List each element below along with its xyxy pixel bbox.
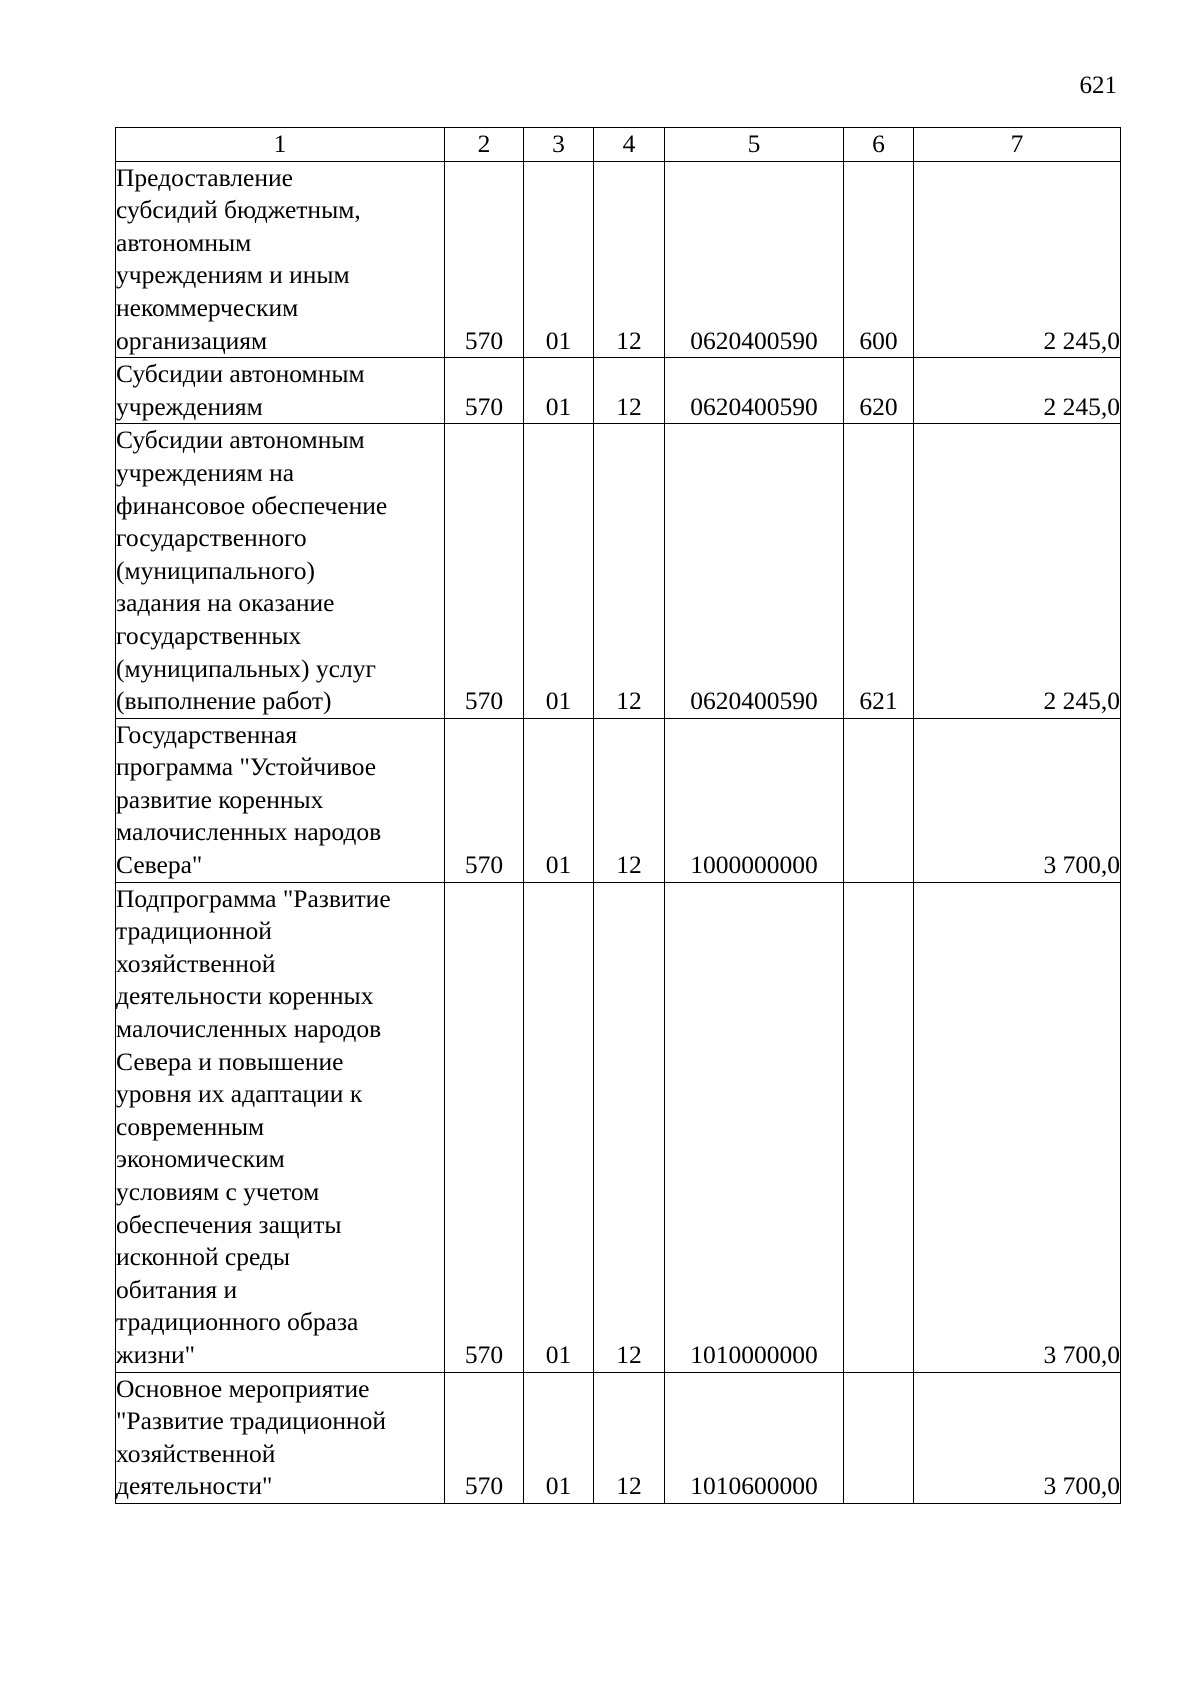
ministry-cell: 570 <box>445 882 524 1372</box>
table-row <box>116 1372 1121 1503</box>
target-article-cell: 0620400590 <box>665 358 844 424</box>
row-name-cell <box>116 718 445 882</box>
expense-type-cell: 620 <box>844 358 914 424</box>
row-name-cell <box>116 882 445 1372</box>
target-article-cell: 1000000000 <box>665 718 844 882</box>
section-cell: 01 <box>524 424 594 718</box>
header-row <box>116 128 1121 162</box>
row-name-cell <box>116 358 445 424</box>
row-name-cell <box>116 1372 445 1503</box>
row-name-cell <box>116 161 445 358</box>
section-cell: 01 <box>524 161 594 358</box>
target-article-cell: 0620400590 <box>665 161 844 358</box>
row-name: Субсидии автономным учреждениям <box>116 359 365 421</box>
row-name-cell <box>116 424 445 718</box>
ministry-cell: 570 <box>445 358 524 424</box>
table-row <box>116 882 1121 1372</box>
header-cell-3: 3 <box>524 128 594 162</box>
header-cell-7: 7 <box>914 128 1121 162</box>
ministry-cell: 570 <box>445 1372 524 1503</box>
header-cell-2: 2 <box>445 128 524 162</box>
table-row <box>116 424 1121 718</box>
expense-type-cell: 600 <box>844 161 914 358</box>
table-row <box>116 358 1121 424</box>
table-row <box>116 718 1121 882</box>
header-cell-4: 4 <box>594 128 665 162</box>
subsection-cell: 12 <box>594 358 665 424</box>
ministry-cell: 570 <box>445 161 524 358</box>
header-cell-1: 1 <box>116 128 445 162</box>
header-cell-6: 6 <box>844 128 914 162</box>
page-number: 621 <box>1079 72 1117 99</box>
subsection-cell: 12 <box>594 161 665 358</box>
expense-type-cell: 621 <box>844 424 914 718</box>
row-name: Основное мероприятие "Развитие традиционной хозяйственной деятельности" <box>116 1373 387 1501</box>
table-row <box>116 161 1121 358</box>
header-cell-5: 5 <box>665 128 844 162</box>
amount-cell: 2 245,0 <box>914 424 1121 718</box>
amount-cell: 2 245,0 <box>914 358 1121 424</box>
subsection-cell: 12 <box>594 1372 665 1503</box>
section-cell: 01 <box>524 718 594 882</box>
row-name: Подпрограмма "Развитие традиционной хозяйственной деятельности коренных малочисленных народов Севера и повышение уровня их адаптации к современным экономическим условиям с учетом обеспечения защиты исконной среды обитания и традиционного образа жизни" <box>116 883 391 1369</box>
amount-cell: 2 245,0 <box>914 161 1121 358</box>
expense-type-cell <box>844 882 914 1372</box>
expense-type-cell <box>844 1372 914 1503</box>
target-article-cell: 1010000000 <box>665 882 844 1372</box>
amount-cell: 3 700,0 <box>914 1372 1121 1503</box>
section-cell: 01 <box>524 358 594 424</box>
amount-cell: 3 700,0 <box>914 882 1121 1372</box>
section-cell: 01 <box>524 882 594 1372</box>
ministry-cell: 570 <box>445 424 524 718</box>
target-article-cell: 1010600000 <box>665 1372 844 1503</box>
subsection-cell: 12 <box>594 718 665 882</box>
subsection-cell: 12 <box>594 882 665 1372</box>
expense-type-cell <box>844 718 914 882</box>
row-name: Предоставление субсидий бюджетным, автономным учреждениям и иным некоммерческим организациям <box>116 162 361 355</box>
amount-cell: 3 700,0 <box>914 718 1121 882</box>
row-name: Субсидии автономным учреждениям на финансовое обеспечение государственного (муниципального) задания на оказание государственных (муниципальных) услуг (выполнение работ) <box>116 425 388 716</box>
ministry-cell: 570 <box>445 718 524 882</box>
subsection-cell: 12 <box>594 424 665 718</box>
section-cell: 01 <box>524 1372 594 1503</box>
target-article-cell: 0620400590 <box>665 424 844 718</box>
budget-table <box>115 127 1121 1504</box>
row-name: Государственная программа "Устойчивое развитие коренных малочисленных народов Севера" <box>116 719 382 880</box>
